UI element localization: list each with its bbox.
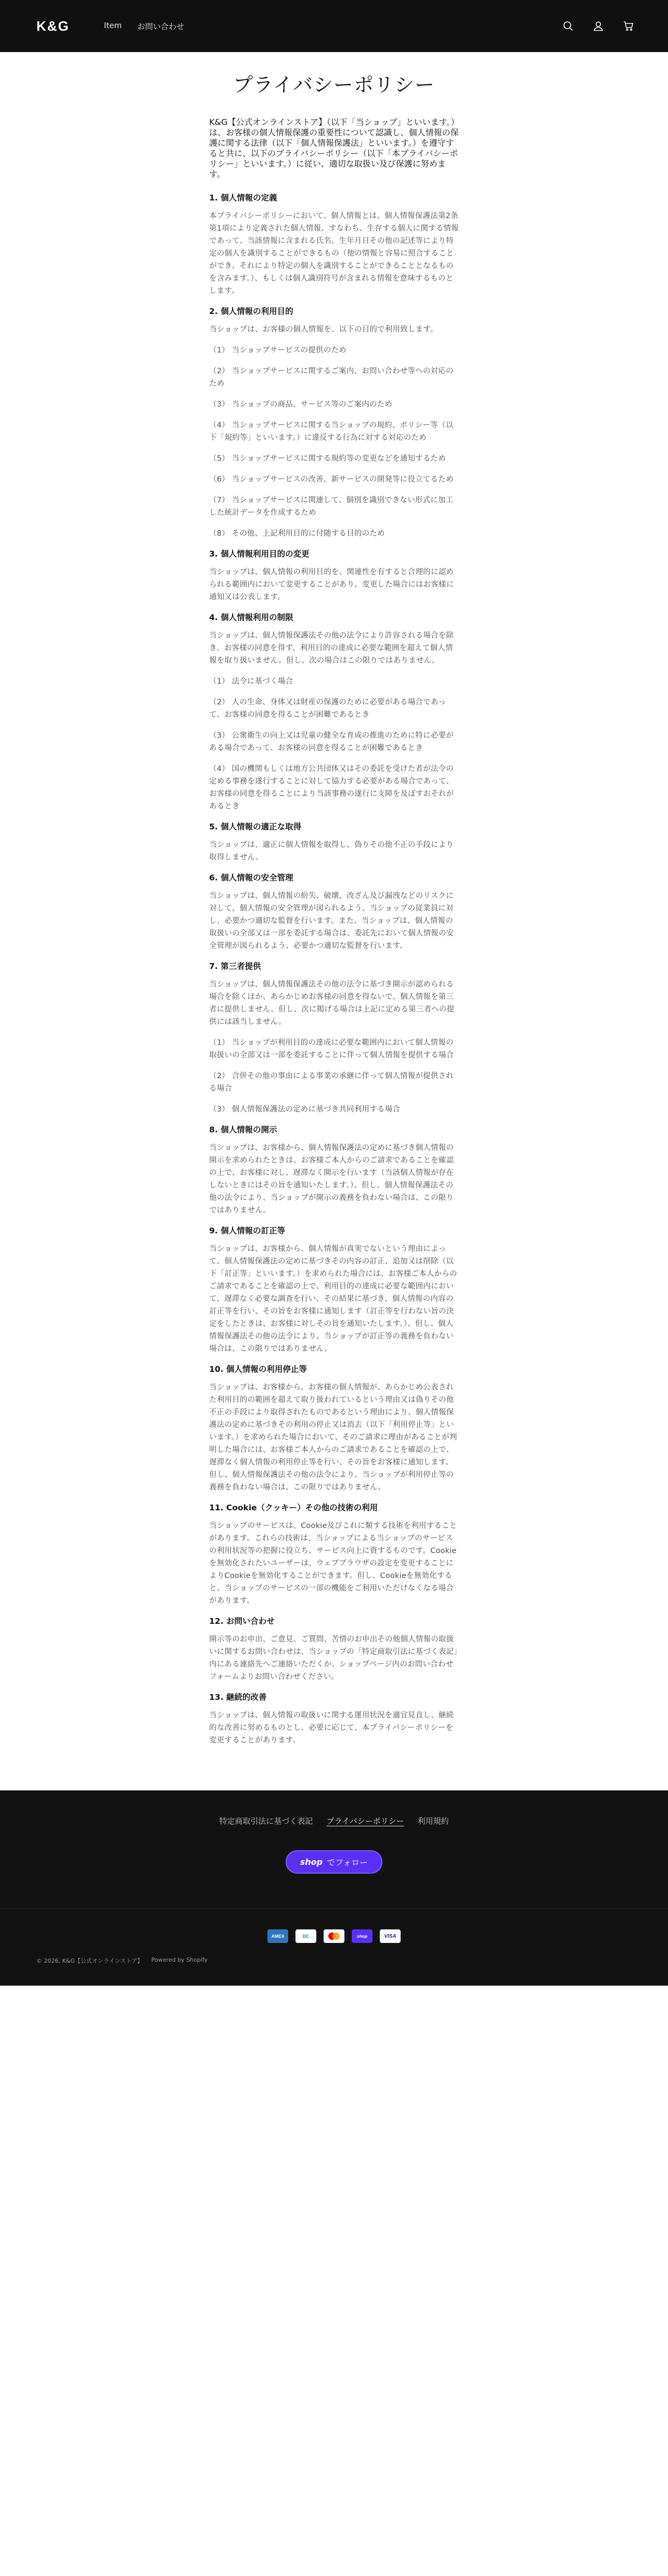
shop-logo-text: shop [300, 1857, 323, 1867]
policy-section [209, 821, 459, 864]
policy-section [209, 961, 459, 1116]
visa-icon: VISA [380, 1929, 401, 1943]
section-title: 3. 個人情報利用目的の変更 [209, 549, 310, 559]
section-title: 10. 個人情報の利用停止等 [209, 1365, 307, 1374]
nav-contact[interactable]: お問い合わせ [137, 21, 184, 31]
section-body [209, 1381, 459, 1494]
policy-section [209, 192, 459, 297]
section-paragraph: （6） 当ショップサービスの改善、新サービスの開発等に役立てるため [209, 475, 454, 484]
payment-icons [36, 1929, 632, 1943]
site-footer [0, 1790, 668, 1986]
section-paragraph: 当ショップは、個人情報保護法その他の法令により許容される場合を除き、お客様の同意を得ず、利用目的の達成に必要な範囲を超えて個人情報を取り扱いません。但し、次の場合はこの限りではありません。 [209, 632, 454, 665]
search-icon[interactable] [562, 20, 574, 32]
section-body [209, 210, 459, 297]
shop-follow-button[interactable] [286, 1850, 383, 1874]
policy-section [209, 1363, 459, 1494]
footer-link-privacy[interactable]: プライバシーポリシー [326, 1816, 404, 1826]
section-title: 5. 個人情報の適正な取得 [209, 822, 302, 831]
section-paragraph: （3） 公衆衛生の向上又は児童の健全な育成の推進のために特に必要がある場合であって、お客様の同意を得ることが困難であるとき [209, 731, 454, 752]
section-paragraph: （3） 当ショップの商品、サービス等のご案内のため [209, 400, 393, 409]
shop-pay-icon: shop [352, 1929, 372, 1943]
section-title: 9. 個人情報の訂正等 [209, 1226, 286, 1235]
section-title: 8. 個人情報の開示 [209, 1125, 277, 1134]
section-paragraph: 当ショップは、個人情報の利用目的を、関連性を有すると合理的に認められる範囲内において変更することがあり、変更した場合にはお客様に通知又は公表します。 [209, 568, 454, 601]
site-header [0, 0, 668, 52]
policy-sections [209, 192, 459, 1747]
nav-item[interactable]: Item [104, 20, 122, 30]
copyright-text: © 2026, K&G【公式オンラインストア】 [36, 1958, 143, 1964]
policy-section [209, 872, 459, 952]
section-body [209, 323, 459, 540]
copyright [36, 1956, 632, 1965]
policy-section [209, 548, 459, 603]
powered-by-link[interactable]: Powered by Shopify [151, 1956, 208, 1963]
section-paragraph: （1） 当ショップが利用目的の達成に必要な範囲内において個人情報の取扱いの全部又は一部を委託することに伴って個人情報を提供する場合 [209, 1039, 454, 1059]
section-body [209, 629, 459, 813]
store-logo[interactable]: K&G [36, 18, 70, 34]
header-icons [562, 20, 635, 32]
section-paragraph: （2） 人の生命、身体又は財産の保護のために必要がある場合であって、お客様の同意を得ることが困難であるとき [209, 698, 446, 719]
section-paragraph: 当ショップは、個人情報保護法その他の法令に基づき開示が認められる場合を除くほか、あらかじめお客様の同意を得ないで、個人情報を第三者に提供しません。但し、次に掲げる場合は上記に定める第三者への提供には該当しません。 [209, 980, 455, 1026]
amex-icon: AMEX [267, 1929, 288, 1943]
policy-section [209, 1225, 459, 1355]
policy-section [209, 1502, 459, 1607]
section-paragraph: （2） 当ショップサービスに関するご案内、お問い合わせ等への対応のため [209, 367, 454, 388]
policy-section [209, 612, 459, 813]
footer-link-tokushoho[interactable]: 特定商取引法に基づく表記 [219, 1816, 313, 1826]
section-paragraph: 本プライバシーポリシーにおいて、個人情報とは、個人情報保護法第2条第1項により定義された個人情報、すなわち、生存する個人に関する情報であって、当該情報に含まれる氏名、生年月日その他の記述等により特定の個人を識別することができるもの（他の情報と容易に照合することができ、それにより特定の個人を識別することができることとなるものを含みます。）、もしくは個人識別符号が含まれる情報を意味するものとします。 [209, 212, 459, 295]
section-paragraph: 当ショップは、適正に個人情報を取得し、偽りその他不正の手段により取得しません。 [209, 841, 454, 862]
section-paragraph: 当ショップは、お客様から、お客様の個人情報が、あらかじめ公表された利用目的の範囲を超えて取り扱われているという理由又は偽りその他不正の手段により取得されたものであるという理由により、個人情報保護法の定めに基づきその利用の停止又は消去（以下「利用停止等」といいます。）を求められた場合において、そのご請求に理由があることが判明した場合には、お客様ご本人からのご請求であることを確認の上で、遅滞なく個人情報の利用停止等を行い、その旨をお客様に通知します。但し、個人情報保護法その他の法令により、当ショップが利用停止等の義務を負わない場合は、この限りではありません。 [209, 1383, 457, 1492]
policy-section [209, 1124, 459, 1217]
diners-club-icon: DC [296, 1929, 316, 1943]
section-title: 13. 継続的改善 [209, 1693, 267, 1702]
section-paragraph: （1） 当ショップサービスの提供のため [209, 346, 346, 355]
section-body [209, 1633, 459, 1683]
section-body [209, 1520, 459, 1607]
section-title: 4. 個人情報利用の制限 [209, 613, 293, 622]
section-paragraph: （1） 法令に基づく場合 [209, 677, 293, 686]
section-title: 6. 個人情報の安全管理 [209, 873, 293, 882]
main-content [209, 52, 459, 1790]
policy-section [209, 1615, 459, 1683]
section-paragraph: （4） 国の機関もしくは地方公共団体又はその委託を受けた者が法令の定める事務を遂行することに対して協力する必要がある場合であって、お客様の同意を得ることにより当該事務の遂行に支障を及ぼすおそれがあるとき [209, 765, 454, 811]
section-paragraph: （8） その他、上記利用目的に付随する目的のため [209, 529, 385, 538]
section-title: 7. 第三者提供 [209, 962, 261, 971]
section-title: 12. お問い合わせ [209, 1617, 275, 1626]
section-body [209, 1142, 459, 1217]
section-paragraph: 当ショップは、お客様から、個人情報が真実でないという理由によって、個人情報保護法の定めに基づきその内容の訂正、追加又は削除（以下「訂正等」といいます。）を求められた場合には、お客様ご本人からのご請求であることを確認の上で、利用目的の達成に必要な範囲内において、遅滞なく必要な調査を行い、その結果に基づき、個人情報の内容の訂正等を行い、その旨をお客様に通知します（訂正等を行わない旨の決定をしたときは、お客様に対しその旨を通知いたします。）。但し、個人情報保護法その他の法令により、当ショップが訂正等の義務を負わない場合は、この限りではありません。 [209, 1245, 457, 1353]
section-paragraph: 当ショップのサービスは、Cookie及びこれに類する技術を利用することがあります。これらの技術は、当ショップによる当ショップのサービスの利用状況等の把握に役立ち、サービス向上に資するものです。Cookieを無効化されたいユーザーは、ウェブブラウザの設定を変更することによりCookieを無効化することができます。但し、Cookieを無効化すると、当ショップのサービスの一部の機能をご利用いただけなくなる場合があります。 [209, 1522, 457, 1605]
section-body [209, 839, 459, 864]
footer-link-terms[interactable]: 利用規約 [417, 1816, 449, 1826]
section-paragraph: （4） 当ショップサービスに関する当ショップの規約、ポリシー等（以下「規約等」といいます。）に違反する行為に対する対応のため [209, 421, 454, 442]
policy-section [209, 1691, 459, 1747]
cart-icon[interactable] [622, 20, 635, 32]
section-paragraph: 当ショップは、個人情報の取扱いに関する運用状況を適宜見直し、継続的な改善に努めるものとし、必要に応じて、本プライバシーポリシーを変更することがあります。 [209, 1711, 454, 1745]
account-icon[interactable] [592, 20, 605, 32]
page-title: プライバシーポリシー [233, 73, 435, 96]
footer-links [36, 1815, 632, 1826]
section-title: 11. Cookie（クッキー）その他の技術の利用 [209, 1503, 378, 1512]
section-paragraph: （3） 個人情報保護法の定めに基づき共同利用する場合 [209, 1105, 401, 1114]
policy-section [209, 306, 459, 540]
section-body [209, 566, 459, 603]
section-paragraph: （2） 合併その他の事由による事業の承継に伴って個人情報が提供される場合 [209, 1072, 454, 1093]
section-paragraph: 当ショップは、お客様の個人情報を、以下の目的で利用致します。 [209, 325, 438, 334]
intro-paragraph: K&G【公式オンラインストア】（以下「当ショップ」といいます。）は、お客様の個人情報保護の重要性について認識し、個人情報の保護に関する法律（以下「個人情報保護法」といいます。）を遵守すると共に、以下のプライバシーポリシー（以下「本プライバシーポリシー」といいます。）に従い、適切な取扱い及び保護に努めます。 [209, 117, 459, 179]
section-paragraph: 当ショップは、個人情報の紛失、破壊、改ざん及び漏洩などのリスクに対して、個人情報の安全管理が図られるよう、当ショップの従業員に対し、必要かつ適切な監督を行います。また、当ショップは、個人情報の取扱いの全部又は一部を委託する場合は、委託先において個人情報の安全管理が図られるよう、必要かつ適切な監督を行います。 [209, 892, 454, 950]
section-title: 1. 個人情報の定義 [209, 193, 277, 203]
section-paragraph: 当ショップは、お客様から、個人情報保護法の定めに基づき個人情報の開示を求められたときは、お客様ご本人からのご請求であることを確認の上で、お客様に対し、遅滞なく開示を行います（当該個人情報が存在しないときにはその旨を通知いたします。）。但し、個人情報保護法その他の法令により、当ショップが開示の義務を負わない場合は、この限りではありません。 [209, 1144, 454, 1215]
section-body [209, 890, 459, 952]
main-nav [104, 21, 184, 32]
section-body [209, 1243, 459, 1355]
section-paragraph: （7） 当ショップサービスに関連して、個別を識別できない形式に加工した統計データを作成するため [209, 496, 454, 517]
section-paragraph: （5） 当ショップサービスに関する規約等の変更などを通知するため [209, 454, 446, 463]
section-paragraph: 開示等のお申出、ご意見、ご質問、苦情のお申出その他個人情報の取扱いに関するお問い合わせは、当ショップの「特定商取引法に基づく表記」内にある連絡先へご連絡いただくか、ショップページ内のお問い合わせフォームよりお問い合わせください。 [209, 1635, 458, 1681]
mastercard-icon [324, 1929, 344, 1943]
follow-label: でフォロー [327, 1858, 368, 1867]
footer-divider [0, 1908, 668, 1909]
follow-wrap [36, 1850, 632, 1874]
section-body [209, 978, 459, 1116]
section-body [209, 1709, 459, 1747]
section-title: 2. 個人情報の利用目的 [209, 307, 293, 316]
